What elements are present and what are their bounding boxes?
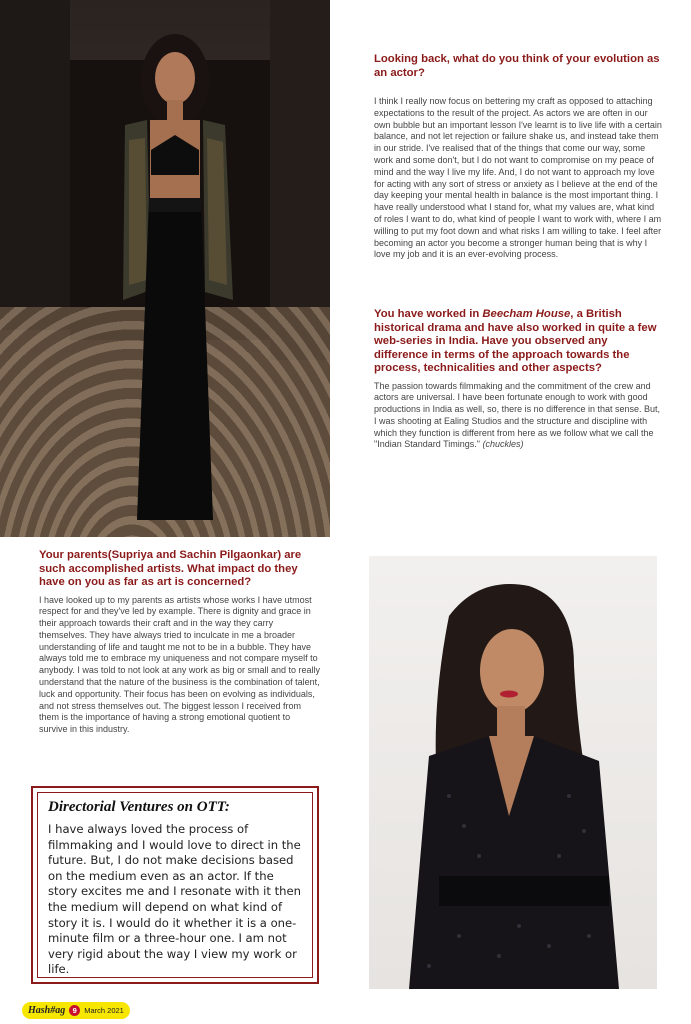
question-text-pre: You have worked in [374, 308, 483, 320]
photo-actress-portrait [369, 556, 657, 989]
answer-aside: (chuckles) [482, 439, 524, 450]
question-text-post: , a British historical drama and have also worked in quite a few web-series in India. Have you observed any difference in terms of the approach towards the process, technicalities and other aspects? [374, 308, 657, 374]
qa-parents-impact [39, 549, 321, 736]
qa-evolution-as-actor [374, 53, 664, 261]
answer-paragraph: I have looked up to my parents as artists whose works I have utmost respect for and they've led by example. There is dignity and grace in their approach towards their craft and in the way they carry themselves. They have always tried to inculcate in me a broader understanding of life and taught me not to be in a bubble. They have always told me to embrace my uniqueness and not compare myself to anybody. I was told to not look at any work as big or small and to really understand that the nature of the business is the combination of talent, luck and opportunity. Their focus has been on evolving as individuals, and not stress themselves out. The biggest lesson I received from them is the importance of having a strong emotional quotient to survive in this industry. [39, 594, 320, 735]
answer-paragraph [374, 381, 664, 452]
photo-figure-top [95, 30, 255, 530]
photo-actress-black-outfit [0, 0, 330, 537]
sidebar-box-directorial [31, 786, 319, 984]
answer-text: The passion towards filmmaking and the commitment of the crew and actors are universal. I have been fortunate enough to work with good productions in India as well, so, there is no difference in that sense. But, I was shooting at Ealing Studios and the structure and discipline with which they function is different from here as we follow what we call the "Indian Standard Timings." [374, 380, 661, 450]
question-heading: Looking back, what do you think of your evolution as an actor? [374, 53, 660, 79]
photo-figure-bottom [369, 556, 657, 989]
footer-badge [22, 1002, 130, 1019]
sidebar-text: I have always loved the process of filmmaking and I would love to direct in the future. But, I do not make decisions based on the medium even as an actor. If the story excites me and I resonate with it then the medium will depend on what kind of story it is. I would do it whether it is a one-minute film or a three-hour one. I am not very rigid about the way I view my work or life. [48, 822, 301, 977]
sidebar-title: Directorial Ventures on OTT: [48, 799, 230, 815]
answer-paragraph: I think I really now focus on bettering my craft as opposed to attaching expectations to the result of the project. As actors we are often in our own bubble but an important lesson I've learnt is to live life with a certain balance, and not let rejection or failure shake us, and instead take them in our stride. I've realised that of the things that come our way, some work and some don't, but I do not want to compromise on my peace of mind and the way I live my life. And, I do not want to approach my love for acting with any sort of stress or anxiety as I believe at the end of the day keeping your mental health in balance is the most important thing. I have really understood what I stand for, what my values are, what kind of roles I want to do, what kind of people I want to work with, where I am willing to put my foot down and what risks I am willing to take. I feel after becoming an actor you become a stronger human being that is why I love my job and it is an ever-evolving process. [374, 96, 662, 260]
photo-wall-left [0, 0, 70, 330]
photo-wall-right [270, 0, 330, 360]
qa-beecham-house [374, 308, 664, 451]
magazine-logo: Hash#ag [28, 1005, 66, 1016]
question-heading [374, 308, 664, 376]
show-title: Beecham House [482, 308, 571, 320]
sidebar-inner-frame [37, 792, 313, 978]
page-number: 9 [69, 1005, 80, 1016]
issue-date: March 2021 [84, 1006, 124, 1015]
question-heading: Your parents(Supriya and Sachin Pilgaonkar) are such accomplished artists. What impact do they have on you as far as art is concerned? [39, 549, 302, 588]
